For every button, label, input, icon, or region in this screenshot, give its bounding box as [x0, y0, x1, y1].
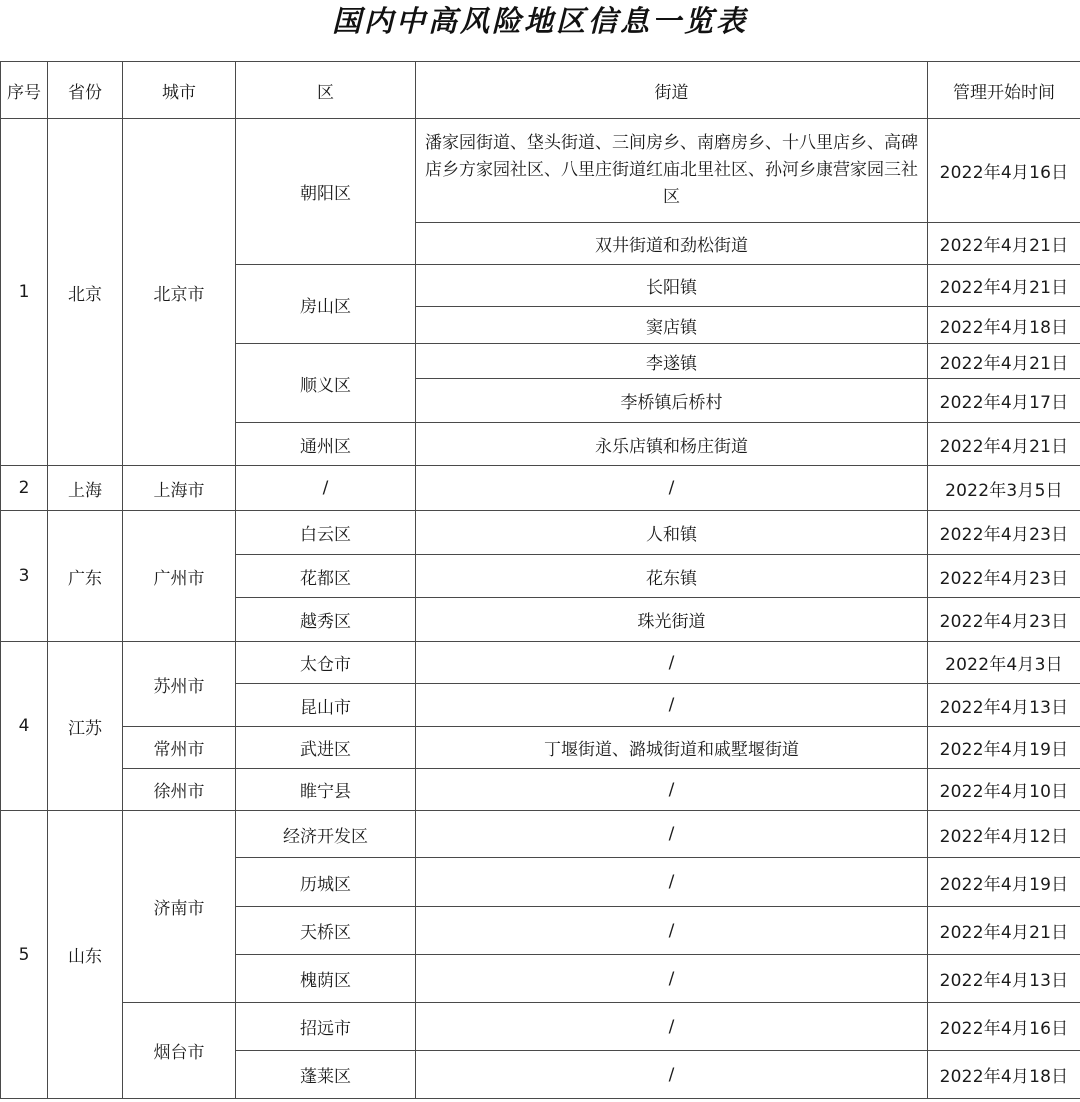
header-province: 省份	[48, 62, 123, 119]
date-cell: 2022年4月12日	[928, 811, 1080, 858]
row-number: 2	[1, 466, 48, 511]
city-cell: 上海市	[123, 466, 236, 511]
risk-area-table	[0, 61, 1080, 1099]
table-row	[1, 811, 1080, 858]
district-cell: 白云区	[236, 511, 416, 555]
district-cell: 越秀区	[236, 598, 416, 642]
street-cell: /	[416, 955, 928, 1003]
street-cell: /	[416, 811, 928, 858]
date-cell: 2022年4月23日	[928, 555, 1080, 598]
district-cell: 昆山市	[236, 684, 416, 727]
city-cell: 苏州市	[123, 642, 236, 727]
street-cell: /	[416, 1051, 928, 1099]
city-cell: 北京市	[123, 119, 236, 466]
date-cell: 2022年4月19日	[928, 727, 1080, 769]
street-cell: 李桥镇后桥村	[416, 379, 928, 423]
header-start-date: 管理开始时间	[928, 62, 1080, 119]
street-cell: 珠光街道	[416, 598, 928, 642]
district-cell: 花都区	[236, 555, 416, 598]
page-title: 国内中高风险地区信息一览表	[331, 4, 748, 38]
date-cell: 2022年4月18日	[928, 307, 1080, 344]
district-cell: 天桥区	[236, 907, 416, 955]
date-cell: 2022年4月23日	[928, 598, 1080, 642]
district-cell: 朝阳区	[236, 119, 416, 265]
street-cell: 丁堰街道、潞城街道和戚墅堰街道	[416, 727, 928, 769]
district-cell: /	[236, 466, 416, 511]
city-cell: 广州市	[123, 511, 236, 642]
city-cell: 徐州市	[123, 769, 236, 811]
date-cell: 2022年4月10日	[928, 769, 1080, 811]
table-row	[1, 769, 1080, 811]
row-number: 1	[1, 119, 48, 466]
table-row	[1, 1003, 1080, 1051]
district-cell: 睢宁县	[236, 769, 416, 811]
date-cell: 2022年4月17日	[928, 379, 1080, 423]
street-cell: 长阳镇	[416, 265, 928, 307]
table-row	[1, 511, 1080, 555]
province-cell: 广东	[48, 511, 123, 642]
street-cell: 窦店镇	[416, 307, 928, 344]
date-cell: 2022年4月16日	[928, 1003, 1080, 1051]
street-cell: /	[416, 907, 928, 955]
street-cell: /	[416, 858, 928, 907]
row-number: 3	[1, 511, 48, 642]
street-cell: /	[416, 769, 928, 811]
street-cell: /	[416, 684, 928, 727]
date-cell: 2022年4月23日	[928, 511, 1080, 555]
district-cell: 招远市	[236, 1003, 416, 1051]
street-cell: 人和镇	[416, 511, 928, 555]
date-cell: 2022年4月18日	[928, 1051, 1080, 1099]
city-cell: 常州市	[123, 727, 236, 769]
district-cell: 蓬莱区	[236, 1051, 416, 1099]
street-cell: 潘家园街道、垡头街道、三间房乡、南磨房乡、十八里店乡、高碑店乡方家园社区、八里庄街道红庙北里社区、孙河乡康营家园三社区	[416, 119, 928, 223]
district-cell: 经济开发区	[236, 811, 416, 858]
province-cell: 上海	[48, 466, 123, 511]
district-cell: 顺义区	[236, 344, 416, 423]
district-cell: 历城区	[236, 858, 416, 907]
district-cell: 房山区	[236, 265, 416, 344]
date-cell: 2022年4月13日	[928, 955, 1080, 1003]
district-cell: 槐荫区	[236, 955, 416, 1003]
date-cell: 2022年3月5日	[928, 466, 1080, 511]
date-cell: 2022年4月21日	[928, 265, 1080, 307]
table-row	[1, 642, 1080, 684]
table-row	[1, 727, 1080, 769]
street-cell: 双井街道和劲松街道	[416, 223, 928, 265]
header-city: 城市	[123, 62, 236, 119]
street-cell: /	[416, 1003, 928, 1051]
header-no: 序号	[1, 62, 48, 119]
district-cell: 通州区	[236, 423, 416, 466]
district-cell: 武进区	[236, 727, 416, 769]
date-cell: 2022年4月21日	[928, 907, 1080, 955]
date-cell: 2022年4月3日	[928, 642, 1080, 684]
province-cell: 江苏	[48, 642, 123, 811]
city-cell: 烟台市	[123, 1003, 236, 1099]
date-cell: 2022年4月21日	[928, 423, 1080, 466]
date-cell: 2022年4月16日	[928, 119, 1080, 223]
city-cell: 济南市	[123, 811, 236, 1003]
street-cell: 永乐店镇和杨庄街道	[416, 423, 928, 466]
province-cell: 山东	[48, 811, 123, 1099]
date-cell: 2022年4月19日	[928, 858, 1080, 907]
header-district: 区	[236, 62, 416, 119]
row-number: 4	[1, 642, 48, 811]
street-cell: 李遂镇	[416, 344, 928, 379]
district-cell: 太仓市	[236, 642, 416, 684]
street-cell: /	[416, 642, 928, 684]
date-cell: 2022年4月13日	[928, 684, 1080, 727]
header-street: 街道	[416, 62, 928, 119]
date-cell: 2022年4月21日	[928, 344, 1080, 379]
table-row	[1, 119, 1080, 223]
table-header-row	[1, 62, 1080, 119]
street-cell: 花东镇	[416, 555, 928, 598]
row-number: 5	[1, 811, 48, 1099]
street-cell: /	[416, 466, 928, 511]
table-row	[1, 466, 1080, 511]
province-cell: 北京	[48, 119, 123, 466]
date-cell: 2022年4月21日	[928, 223, 1080, 265]
